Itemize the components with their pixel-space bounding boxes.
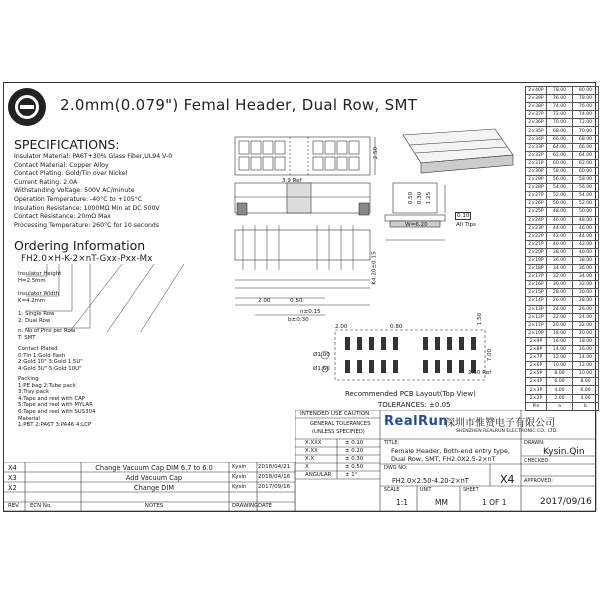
pin-count-cell: 2×16P (526, 281, 547, 289)
dim-pcb-200: 2.00 (335, 324, 348, 330)
dim-b-cell: 4.00 (573, 394, 599, 402)
dim-b-cell: 30.00 (573, 289, 599, 297)
dim-a-cell: 62.00 (547, 151, 573, 159)
dim-b-cell: 32.00 (573, 281, 599, 289)
dim-b-cell: 24.00 (573, 313, 599, 321)
pcb-pads (345, 337, 476, 373)
dim-all-tips: All Tips (456, 222, 476, 228)
dim-a-cell: 28.00 (547, 289, 573, 297)
tolerance-value: ± 0.30 (345, 456, 364, 462)
dim-b-cell: 80.00 (573, 87, 599, 95)
dim-a-cell: 60.00 (547, 159, 573, 167)
table-row (526, 289, 599, 297)
pin-count-cell: 2×32P (526, 151, 547, 159)
dim-pcb-d100: Ø1.00 (313, 352, 330, 358)
dim-a-cell: 6.00 (547, 378, 573, 386)
pin-count-cell: 2×5P (526, 370, 547, 378)
title-label: TITLE: (384, 440, 400, 446)
tolerance-class: X (305, 464, 309, 470)
table-row (526, 119, 599, 127)
dim-pcb-250: 2.50 Ref (468, 370, 492, 376)
dim-a-cell: 4.00 (547, 386, 573, 394)
ordering-insulator-height: Insulator Height H=2.5mm (18, 271, 62, 284)
pin-count-cell: 2×22P (526, 232, 547, 240)
rev-header-rev-date: DATE (258, 503, 273, 509)
approved-label: APPROVED: (524, 478, 553, 484)
rev-drawn-by: Kysin (232, 464, 247, 470)
dim-a-cell: 42.00 (547, 232, 573, 240)
table-row (526, 321, 599, 329)
dim-b-cell: b (573, 402, 599, 410)
dim-a-cell: 24.00 (547, 305, 573, 313)
rev-date: 2017/09/16 (258, 484, 291, 490)
dim-a-cell: 74.00 (547, 103, 573, 111)
company-name-cn: 深圳市惟赞电子有限公司 (445, 418, 555, 429)
pin-count-cell: 2×33P (526, 143, 547, 151)
dim-a-cell: 26.00 (547, 297, 573, 305)
rev-header-rev-notes: NOTES (144, 503, 164, 509)
dim-pitch: 2.00 (258, 298, 271, 304)
pin-count-cell: 2×19P (526, 256, 547, 264)
dim-b-cell: 64.00 (573, 151, 599, 159)
ordering-plating: Contact Plated 0:Tin 1:Gold flash 2:Gold 10" 3:Gold 1.5U" 4:Gold 3U" 5:Gold 10U" (18, 346, 83, 372)
page-title: 2.0mm(0.079") Femal Header, Dual Row, SMT (60, 96, 418, 114)
table-row (526, 265, 599, 273)
dim-a-cell: 38.00 (547, 248, 573, 256)
dim-a-cell: 22.00 (547, 313, 573, 321)
sheet-label: SHEET (463, 488, 479, 493)
tolerance-value: ± 0.10 (345, 440, 364, 446)
table-row (526, 378, 599, 386)
pin-count-cell: 2×9P (526, 337, 547, 345)
dim-a-cell: 18.00 (547, 329, 573, 337)
table-row (526, 329, 599, 337)
tolerance-heading: GENERAL TOLERANCES (310, 421, 371, 427)
scale-label: SCALE (384, 488, 400, 493)
table-row (526, 394, 599, 402)
scale-value: 1:1 (396, 498, 409, 507)
pin-count-cell: 2×40P (526, 87, 547, 95)
dim-a-cell: 10.00 (547, 362, 573, 370)
tolerance-class: ANGULAR (305, 472, 332, 478)
dim-b-cell: 72.00 (573, 119, 599, 127)
dim-a-cell: 14.00 (547, 346, 573, 354)
company-name-en: SHENZHEN REALRUN ELECTRONIC CO., LTD. (456, 429, 558, 434)
dim-b-cell: 74.00 (573, 111, 599, 119)
dim-a-cell: 52.00 (547, 192, 573, 200)
table-row (526, 208, 599, 216)
table-row (526, 103, 599, 111)
dim-b-cell: 28.00 (573, 297, 599, 305)
dim-b-cell: 40.00 (573, 248, 599, 256)
spec-item: Operation Temperature: -40°C to +105°C (14, 195, 143, 203)
dim-a-cell: 76.00 (547, 95, 573, 103)
ordering-pins: n: No.of Pins per Row T: SMT (18, 328, 76, 341)
rev-code: X2 (8, 484, 17, 492)
rev-notes: Change DIM (133, 484, 175, 492)
rev-header-rev-code: REV. (8, 503, 20, 509)
dim-k: K4.20±0.15 (371, 251, 378, 285)
checked-label: CHECKED: (524, 458, 550, 464)
pin-count-cell: 2×28P (526, 184, 547, 192)
dim-pcb-d160: Ø1.60 (313, 366, 330, 372)
pin-count-cell: 2×11P (526, 321, 547, 329)
table-row (526, 192, 599, 200)
table-row (526, 346, 599, 354)
specifications-list (14, 153, 214, 230)
unit-value: MM (435, 498, 448, 507)
ordering-heading: Ordering Information (14, 238, 146, 253)
drawn-label: DRAWN: (524, 440, 545, 446)
dwg-number: FH2.0×2.50-4.20-2×nT (392, 477, 469, 485)
dim-b: b±0.30 (288, 317, 309, 323)
rev-code: X4 (8, 464, 17, 472)
spec-item: Processing Temperature: 260°C for 10 seconds (14, 221, 160, 229)
table-row (526, 256, 599, 264)
specifications-heading: SPECIFICATIONS: (14, 137, 120, 152)
ordering-packing: Packing 1:PE bag 2:Tube pack 3:Tray pack 4:Tape and reel with CAP 5:Tape and reel with MYLAR 6:Tape and reel with SUS304 Material 1:PBT 2:PA6T 3:PA46 4:LCP (18, 376, 96, 429)
dim-side-125: 1.25 (426, 191, 433, 205)
pin-count-cell: 2×18P (526, 265, 547, 273)
dim-a-cell: 70.00 (547, 119, 573, 127)
dim-b-cell: 22.00 (573, 321, 599, 329)
spec-item: Insulation Resistance: 1000MΩ Min at DC 500V (14, 204, 160, 212)
table-row (526, 248, 599, 256)
pin-count-cell: 2×8P (526, 346, 547, 354)
dim-height: 2.50 (373, 146, 380, 160)
pin-count-cell: 2×38P (526, 103, 547, 111)
dim-a-cell: 50.00 (547, 200, 573, 208)
dim-offset: 0.50 (290, 298, 303, 304)
dim-a-cell: 30.00 (547, 281, 573, 289)
pin-count-cell: 2×26P (526, 200, 547, 208)
pin-count-cell: 2×15P (526, 289, 547, 297)
pin-count-cell: 2×14P (526, 297, 547, 305)
rev-date: 2018/04/16 (258, 474, 291, 480)
table-row (526, 135, 599, 143)
table-row (526, 95, 599, 103)
dim-a-cell: 66.00 (547, 135, 573, 143)
dim-b-cell: 14.00 (573, 354, 599, 362)
date-value: 2017/09/16 (540, 497, 592, 507)
table-row (526, 176, 599, 184)
dim-b-cell: 12.00 (573, 362, 599, 370)
dim-b-cell: 56.00 (573, 184, 599, 192)
pin-count-cell: 2×7P (526, 354, 547, 362)
rev-drawn-by: Kysin (232, 474, 247, 480)
rev-notes: Change Vacuum Cap DIM 6.7 to 6.0 (95, 464, 213, 472)
dim-pcb-700: 7.00 (487, 348, 494, 362)
dim-a-cell: 44.00 (547, 224, 573, 232)
dim-a-cell: 16.00 (547, 337, 573, 345)
dwg-label: DWG NO: (384, 465, 408, 471)
spec-item: Contact Plating: Gold/Tin over Nickel (14, 170, 128, 178)
table-row (526, 386, 599, 394)
pin-count-cell: 2×35P (526, 127, 547, 135)
dim-a-cell: 12.00 (547, 354, 573, 362)
dim-b-cell: 66.00 (573, 143, 599, 151)
table-row (526, 370, 599, 378)
dim-b-cell: 36.00 (573, 265, 599, 273)
pin-count-cell: 2×13P (526, 305, 547, 313)
dim-b-cell: 18.00 (573, 337, 599, 345)
dim-b-cell: 48.00 (573, 216, 599, 224)
table-row (526, 354, 599, 362)
dim-a-cell: 8.00 (547, 370, 573, 378)
dim-a-cell: 36.00 (547, 256, 573, 264)
dim-b-cell: 10.00 (573, 370, 599, 378)
pin-count-cell: 2×25P (526, 208, 547, 216)
pin-count-cell: 2×34P (526, 135, 547, 143)
pin-count-cell: 2×3P (526, 386, 547, 394)
dim-a-cell: 54.00 (547, 184, 573, 192)
dim-a-cell: 40.00 (547, 240, 573, 248)
table-row (526, 273, 599, 281)
pin-count-cell: 2×29P (526, 176, 547, 184)
dim-b-cell: 44.00 (573, 232, 599, 240)
dim-a-cell: 20.00 (547, 321, 573, 329)
pin-count-cell: 2×39P (526, 95, 547, 103)
pin-count-cell: Pin (526, 402, 547, 410)
tolerance-value: ± 0.20 (345, 448, 364, 454)
dim-b-cell: 16.00 (573, 346, 599, 354)
dim-side-050: 0.50 (408, 191, 415, 205)
dim-b-cell: 60.00 (573, 167, 599, 175)
dim-b-cell: 20.00 (573, 329, 599, 337)
title-text-line2: Dual Row, SMT, FH2.0X2.5-2×nT (391, 455, 496, 463)
pcb-tolerance: TOLERANCES: ±0.05 (378, 401, 451, 409)
dim-a-cell: 2.00 (547, 394, 573, 402)
pin-count-table (525, 86, 599, 411)
dim-a-cell: 32.00 (547, 273, 573, 281)
dim-a-cell: 72.00 (547, 111, 573, 119)
pin-count-cell: 2×2P (526, 394, 547, 402)
ordering-rows: 1: Single Row 2: Dual Row (18, 311, 55, 324)
table-row (526, 224, 599, 232)
pin-count-cell: 2×23P (526, 224, 547, 232)
drawn-value: Kysin.Qin (543, 447, 585, 457)
table-row (526, 200, 599, 208)
rev-notes: Add Vacuum Cap (125, 474, 183, 482)
title-text-line1: Female Header, Both-end entry type, (391, 447, 510, 455)
table-row (526, 87, 599, 95)
dim-a-cell: 64.00 (547, 143, 573, 151)
rev-code: X3 (8, 474, 17, 482)
dim-b-cell: 52.00 (573, 200, 599, 208)
table-row (526, 151, 599, 159)
table-row (526, 362, 599, 370)
dim-side-030: 0.30 (417, 191, 424, 205)
ordering-code: FH2.0×H-K-2×nT-Gxx-Pxx-Mx (21, 254, 153, 264)
spec-item: Contact Material: Copper Alloy (14, 161, 109, 169)
company-logo: RealRun (384, 414, 449, 429)
tolerance-class: X.XXX (305, 440, 322, 446)
top-view-cells (239, 141, 359, 170)
tolerance-value: ± 1° (345, 472, 358, 478)
pin-count-cell: 2×17P (526, 273, 547, 281)
pin-count-cell: 2×27P (526, 192, 547, 200)
dim-b-cell: 76.00 (573, 103, 599, 111)
dim-b-cell: 68.00 (573, 135, 599, 143)
table-row (526, 111, 599, 119)
dim-box: 0.10 (457, 213, 470, 219)
table-row (526, 232, 599, 240)
table-row (526, 297, 599, 305)
spec-item: Contact Resistance: 20mΩ Max (14, 213, 111, 221)
table-row (526, 240, 599, 248)
table-row (526, 337, 599, 345)
company-seal-logo (6, 86, 48, 128)
table-row (526, 127, 599, 135)
dim-b-cell: 46.00 (573, 224, 599, 232)
dim-b-cell: 78.00 (573, 95, 599, 103)
table-row (526, 281, 599, 289)
dim-b-cell: 50.00 (573, 208, 599, 216)
tolerance-class: X.X (305, 456, 315, 462)
pin-count-cell: 2×21P (526, 240, 547, 248)
sheet-value: 1 OF 1 (482, 498, 507, 507)
dim-b-cell: 38.00 (573, 256, 599, 264)
dim-a-cell: 68.00 (547, 127, 573, 135)
dim-b-cell: 54.00 (573, 192, 599, 200)
unit-label: UNIT (420, 488, 432, 493)
pcb-layout-label: Recommended PCB Layout(Top View) (345, 390, 476, 398)
rev-date: 2018/04/21 (258, 464, 291, 470)
dim-a-cell: 46.00 (547, 216, 573, 224)
pin-count-cell: 2×37P (526, 111, 547, 119)
dim-a-cell: 58.00 (547, 167, 573, 175)
dim-b-cell: 62.00 (573, 159, 599, 167)
dim-pcb-080: 0.80 (390, 324, 403, 330)
ordering-insulator-width: Insulator Width K=4.2mm (18, 291, 60, 304)
rev-drawn-by: Kysin (232, 484, 247, 490)
pin-count-cell: 2×10P (526, 329, 547, 337)
table-row (526, 159, 599, 167)
tolerance-value: ± 0.50 (345, 464, 364, 470)
pin-count-cell: 2×20P (526, 248, 547, 256)
table-row (526, 184, 599, 192)
pin-count-cell: 2×30P (526, 167, 547, 175)
dim-a-cell: 48.00 (547, 208, 573, 216)
dim-b-cell: 42.00 (573, 240, 599, 248)
table-row (526, 167, 599, 175)
dim-ref: 3.9 Ref (282, 178, 302, 184)
table-row (526, 216, 599, 224)
dim-b-cell: 8.00 (573, 378, 599, 386)
pin-count-cell: 2×6P (526, 362, 547, 370)
spec-item: Current Rating: 2.0A (14, 178, 78, 186)
pin-count-cell: 2×31P (526, 159, 547, 167)
spec-item: Insulator Material: PA6T+30% Glass Fiber,UL94 V-0 (14, 153, 173, 160)
dim-width: W=6.20 (405, 222, 428, 228)
dim-b-cell: 34.00 (573, 273, 599, 281)
dim-a-cell: a (547, 402, 573, 410)
dim-a-cell: 34.00 (547, 265, 573, 273)
dim-pcb-150: 1.50 (477, 312, 484, 326)
pin-count-cell: 2×12P (526, 313, 547, 321)
pin-count-cell: 2×24P (526, 216, 547, 224)
dim-b-cell: 26.00 (573, 305, 599, 313)
table-row (526, 313, 599, 321)
dim-a-cell: 78.00 (547, 87, 573, 95)
dim-b-cell: 6.00 (573, 386, 599, 394)
table-row (526, 143, 599, 151)
rev-header-rev-drawn-by: DRAWING (232, 503, 259, 509)
dim-b-cell: 58.00 (573, 176, 599, 184)
caution-heading: INTENDED USE CAUTION (300, 411, 370, 417)
dim-a-cell: 56.00 (547, 176, 573, 184)
dim-n: n±0.15 (300, 309, 321, 315)
tolerance-class: X.XX (305, 448, 318, 454)
spec-item: Withstanding Voltage: 500V AC/minute (14, 187, 135, 195)
pin-count-cell: 2×36P (526, 119, 547, 127)
table-row (526, 305, 599, 313)
tolerance-subheading: (UNLESS SPECIFIED) (312, 429, 365, 435)
dim-b-cell: 70.00 (573, 127, 599, 135)
rev-header-ecn-number: ECN No. (30, 503, 52, 509)
pin-count-cell: 2×4P (526, 378, 547, 386)
revision-big: X4 (500, 473, 515, 486)
